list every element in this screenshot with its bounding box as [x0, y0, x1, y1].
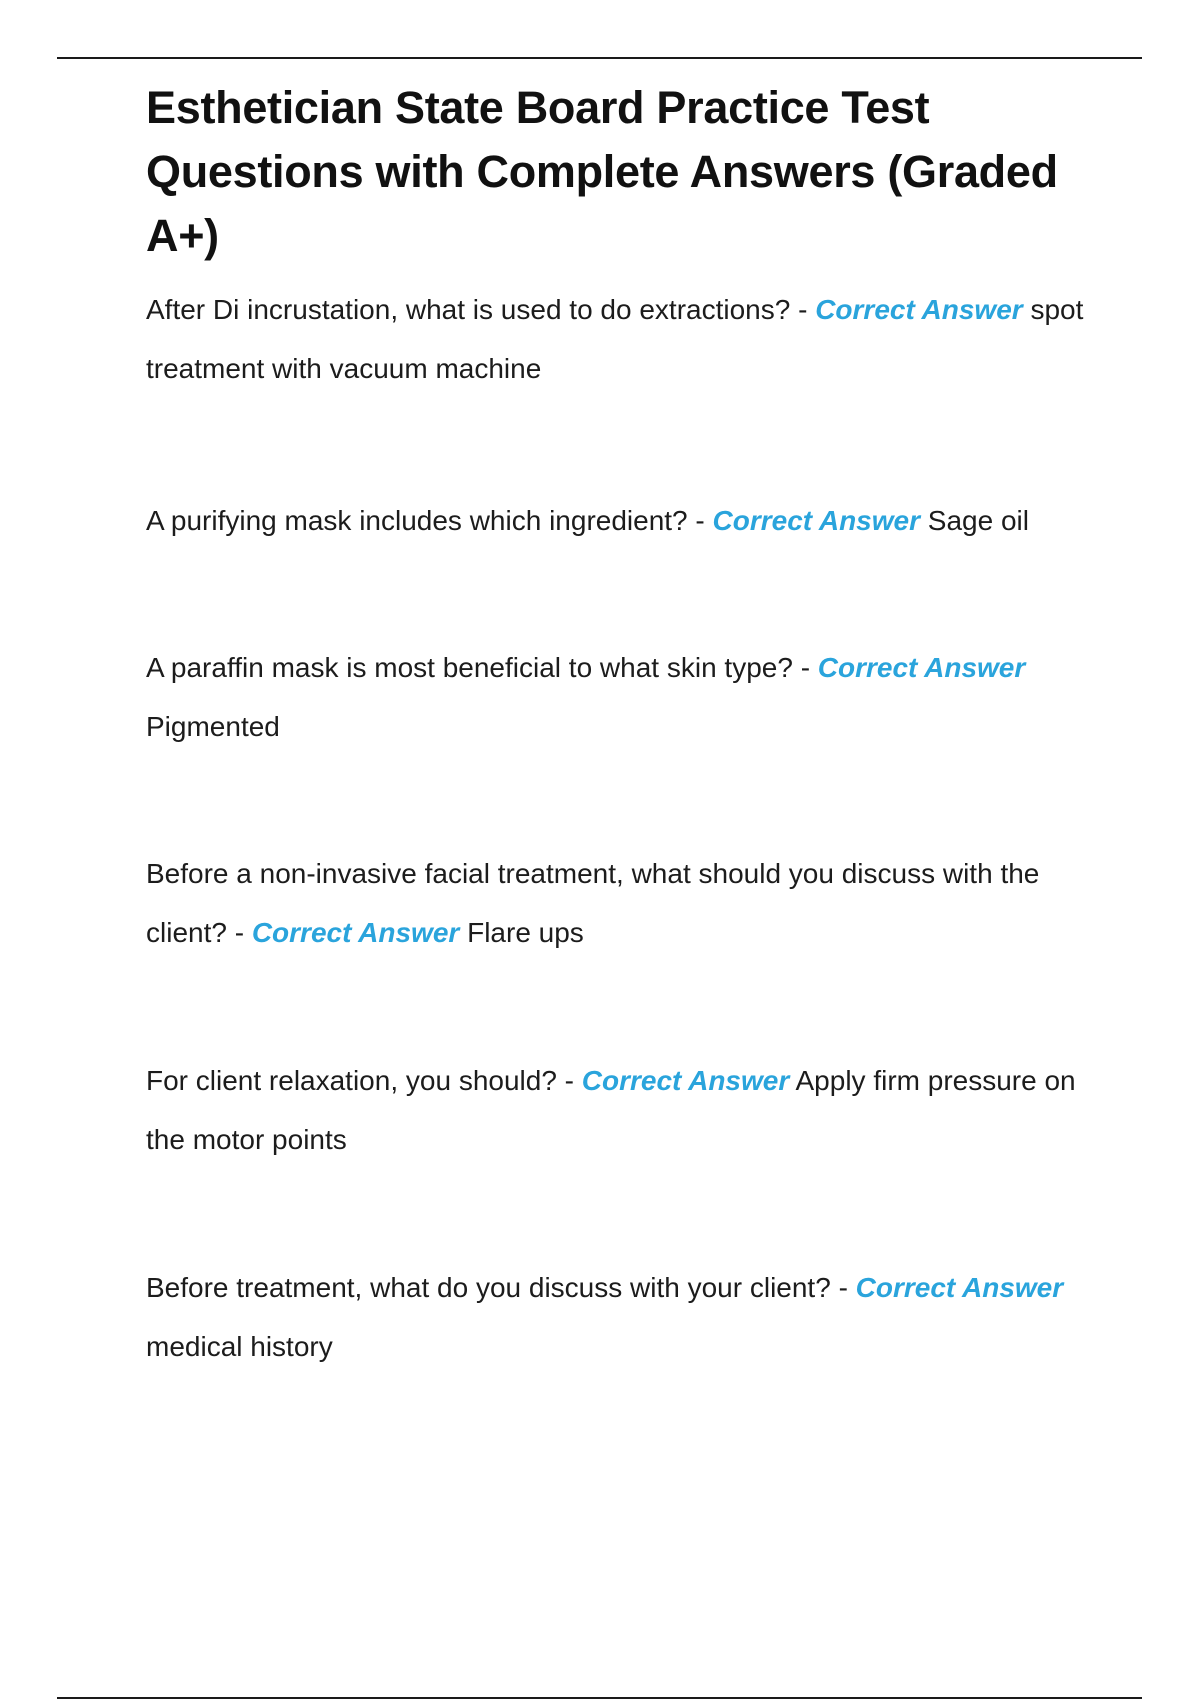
qa-item: [146, 844, 1091, 962]
answer-text: Flare ups: [467, 917, 584, 948]
answer-text: spot treatment with vacuum machine: [146, 294, 1084, 384]
bottom-rule: [57, 1697, 1142, 1699]
answer-text: medical history: [146, 1331, 333, 1362]
answer-text: Pigmented: [146, 711, 280, 742]
qa-item: [146, 491, 1091, 550]
correct-answer-label: Correct Answer: [855, 1272, 1064, 1303]
question-text: Before treatment, what do you discuss with your client? -: [146, 1272, 856, 1303]
question-text: A purifying mask includes which ingredient? -: [146, 505, 713, 536]
question-text: A paraffin mask is most beneficial to what skin type? -: [146, 652, 818, 683]
qa-item: [146, 280, 1091, 398]
qa-item: [146, 1258, 1091, 1376]
question-text: Before a non-invasive facial treatment, what should you discuss with the client? -: [146, 858, 1040, 948]
correct-answer-label: Correct Answer: [817, 652, 1026, 683]
qa-item: [146, 1051, 1091, 1169]
answer-text: Apply firm pressure on the motor points: [146, 1065, 1076, 1155]
qa-item: [146, 638, 1091, 756]
correct-answer-label: Correct Answer: [251, 917, 460, 948]
document-title: Esthetician State Board Practice Test Questions with Complete Answers (Graded A+): [146, 82, 1058, 261]
document-page: [146, 76, 1091, 1376]
question-text: After Di incrustation, what is used to do extractions? -: [146, 294, 816, 325]
top-rule: [57, 57, 1142, 59]
answer-text: Sage oil: [927, 505, 1029, 536]
question-text: For client relaxation, you should? -: [146, 1065, 582, 1096]
correct-answer-label: Correct Answer: [712, 505, 920, 536]
correct-answer-label: Correct Answer: [581, 1065, 790, 1096]
correct-answer-label: Correct Answer: [815, 294, 1023, 325]
